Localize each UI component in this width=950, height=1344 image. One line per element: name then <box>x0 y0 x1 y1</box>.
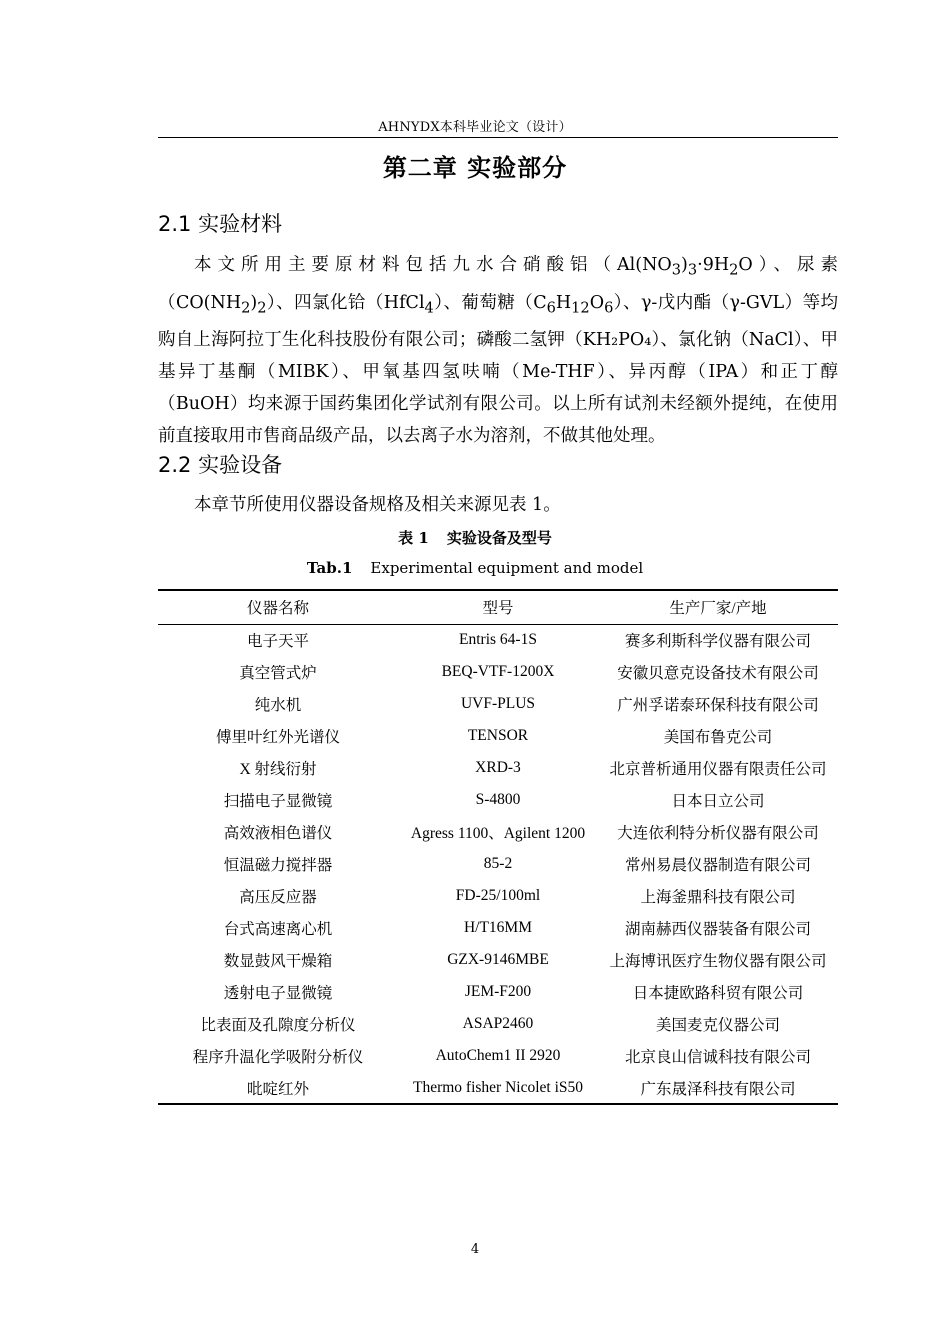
model-cell: TENSOR <box>467 727 529 744</box>
model-cell: Agress 1100、Agilent 1200 <box>410 825 586 842</box>
manufacturer-cell: 安徽贝意克设备技术有限公司 <box>617 665 819 682</box>
table-row <box>158 944 838 976</box>
equipment-table <box>158 589 838 1105</box>
manufacturer-cell: 美国麦克仪器公司 <box>655 1017 780 1034</box>
model-cell: FD-25/100ml <box>455 887 541 904</box>
table-row <box>158 784 838 816</box>
instrument-cell: 傅里叶红外光谱仪 <box>215 729 340 746</box>
table-caption-en <box>0 559 950 577</box>
instrument-cell: 纯水机 <box>254 697 302 714</box>
instrument-cell: 数显鼓风干燥箱 <box>223 953 333 970</box>
instrument-cell: X 射线衍射 <box>239 761 317 778</box>
para-subscript: 6 <box>546 299 556 316</box>
running-header: AHNYDX本科毕业论文（设计） <box>378 120 572 135</box>
para-subscript: 2 <box>241 299 251 316</box>
table-row <box>158 720 838 752</box>
chapter-title: 第二章 实验部分 <box>382 154 568 182</box>
manufacturer-cell: 赛多利斯科学仪器有限公司 <box>624 633 811 651</box>
model-cell: UVF-PLUS <box>460 695 536 712</box>
model-cell: Thermo fisher Nicolet iS50 <box>412 1078 584 1096</box>
para-subscript: 2 <box>729 261 739 279</box>
table-caption-cn-number: 表 1 <box>398 529 429 547</box>
instrument-cell: 台式高速离心机 <box>223 921 333 938</box>
table-row <box>158 880 838 912</box>
page-number: 4 <box>470 1242 480 1257</box>
model-cell: S-4800 <box>475 791 521 808</box>
model-cell: AutoChem1 II 2920 <box>435 1047 561 1064</box>
para-subscript: 3 <box>687 261 698 279</box>
para-subscript: 6 <box>604 299 614 316</box>
column-header-manufacturer: 生产厂家/产地 <box>669 600 767 618</box>
para-text: ) <box>681 255 688 275</box>
para-subscript: 2 <box>257 299 267 316</box>
para-subscript: 12 <box>571 299 590 316</box>
para-text: ）、葡萄糖（C <box>433 292 547 313</box>
table-row <box>158 912 838 944</box>
manufacturer-cell: 湖南赫西仪器装备有限公司 <box>624 921 811 938</box>
table-row <box>158 816 838 848</box>
para-text: O <box>589 292 605 313</box>
instrument-cell: 透射电子显微镜 <box>223 985 333 1002</box>
instrument-cell: 真空管式炉 <box>239 665 317 682</box>
manufacturer-cell: 日本捷欧路科贸有限公司 <box>632 985 804 1002</box>
para-text: ·9H <box>697 255 730 275</box>
table-caption-en-text: Experimental equipment and model <box>370 559 644 577</box>
table-row <box>158 1008 838 1040</box>
instrument-cell: 程序升温化学吸附分析仪 <box>192 1049 364 1066</box>
instrument-cell: 高压反应器 <box>239 889 317 906</box>
manufacturer-cell: 常州易晨仪器制造有限公司 <box>624 857 811 874</box>
para-text: ）、四氯化铪（HfCl <box>266 292 425 313</box>
model-cell: ASAP2460 <box>462 1015 534 1032</box>
para-text: H <box>555 292 572 313</box>
para-subscript: 3 <box>671 261 682 279</box>
table-row <box>158 976 838 1008</box>
column-header-model: 型号 <box>482 600 514 618</box>
table-caption-cn <box>0 527 950 548</box>
table-row <box>158 624 838 656</box>
para-text: ) <box>250 292 258 313</box>
instrument-cell: 恒温磁力搅拌器 <box>223 857 333 874</box>
equipment-paragraph: 本章节所使用仪器设备规格及相关来源见表 1。 <box>194 495 561 515</box>
model-cell: GZX-9146MBE <box>447 951 549 968</box>
manufacturer-cell: 上海釜鼎科技有限公司 <box>640 889 796 906</box>
para-subscript: 4 <box>424 299 434 316</box>
column-header-instrument: 仪器名称 <box>246 600 309 618</box>
table-row <box>158 1040 838 1072</box>
table-row <box>158 656 838 688</box>
table-caption-en-number: Tab.1 <box>306 559 353 577</box>
manufacturer-cell: 北京普析通用仪器有限责任公司 <box>609 761 827 778</box>
table-caption-cn-text: 实验设备及型号 <box>446 529 552 547</box>
instrument-cell: 电子天平 <box>246 633 309 651</box>
model-cell: BEQ-VTF-1200X <box>441 663 555 680</box>
section-heading-equipment: 2.2 实验设备 <box>158 453 283 477</box>
materials-paragraph <box>158 249 838 452</box>
table-row <box>158 1072 838 1104</box>
model-cell: Entris 64-1S <box>459 631 537 649</box>
instrument-cell: 高效液相色谱仪 <box>223 825 333 842</box>
model-cell: XRD-3 <box>475 759 521 776</box>
manufacturer-cell: 美国布鲁克公司 <box>663 729 773 746</box>
table-header-row <box>158 590 838 624</box>
header-rule <box>158 137 838 138</box>
instrument-cell: 扫描电子显微镜 <box>223 793 333 810</box>
para-text: 本文所用主要原材料包括九水合硝酸铝（Al(NO <box>194 255 672 275</box>
para-text: O）、尿素（CO(NH <box>158 255 838 313</box>
manufacturer-cell: 广州孚诺泰环保科技有限公司 <box>617 697 819 714</box>
manufacturer-cell: 广东晟泽科技有限公司 <box>640 1080 796 1098</box>
model-cell: 85-2 <box>483 855 513 872</box>
section-heading-materials: 2.1 实验材料 <box>158 212 283 236</box>
manufacturer-cell: 北京良山信诚科技有限公司 <box>624 1049 811 1066</box>
table-row <box>158 752 838 784</box>
instrument-cell: 吡啶红外 <box>246 1080 309 1098</box>
table-row <box>158 688 838 720</box>
manufacturer-cell: 日本日立公司 <box>671 793 765 810</box>
manufacturer-cell: 大连依利特分析仪器有限公司 <box>617 825 819 842</box>
manufacturer-cell: 上海博讯医疗生物仪器有限公司 <box>609 953 827 970</box>
para-text: ）、γ-戊内酯（γ-GVL）等均购自上海阿拉丁生化科技股份有限公司；磷酸二氢钾（KH₂PO₄）、氯化钠（NaCl）、甲基异丁基酮（MIBK）、甲氧基四氢呋喃（Me-THF）、异丙醇（IPA）和正丁醇（BuOH）均来源于国药集团化学试剂有限公司。以上所有试剂未经额外提纯，在使用前直接取用市售商品级产品，以去离子水为溶剂，不做其他处理。 <box>158 292 839 446</box>
model-cell: JEM-F200 <box>464 983 532 1000</box>
model-cell: H/T16MM <box>463 919 533 936</box>
instrument-cell: 比表面及孔隙度分析仪 <box>200 1017 356 1034</box>
table-row <box>158 848 838 880</box>
